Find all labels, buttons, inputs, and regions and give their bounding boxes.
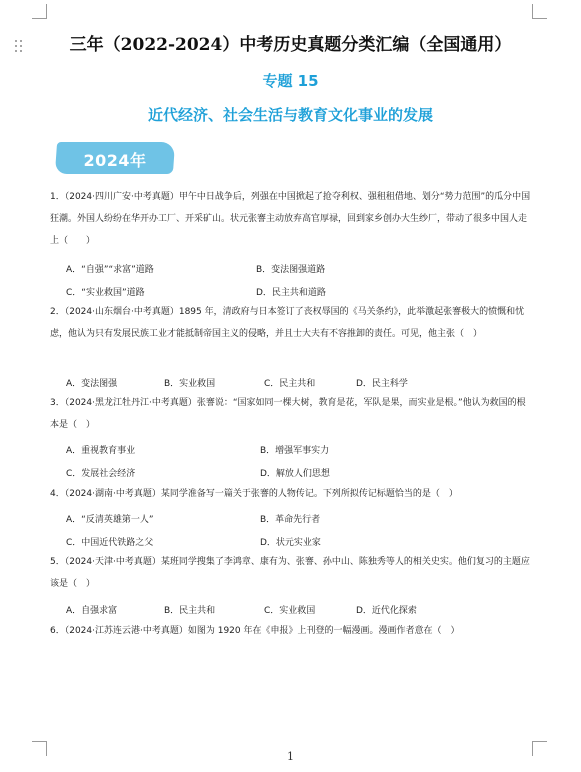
question-2-option-d: D．民主科学 [356, 379, 408, 389]
year-badge-label: 2024年 [83, 151, 147, 170]
question-3-option-c: C．发展社会经济 [66, 469, 136, 479]
question-5-option-b: B．民主共和 [164, 606, 216, 616]
page-number: 1 [287, 750, 294, 763]
question-5-stem: 5．（2024·天津·中考真题）某班同学搜集了李鸿章、康有为、张謇、孙中山、陈独秀等人的相关史实。他们复习的主题应该是（ ） [50, 557, 530, 589]
question-3-option-a: A．重视教育事业 [66, 446, 136, 456]
question-5-option-c: C．实业救国 [264, 606, 316, 616]
question-4-option-c: C．中国近代铁路之父 [66, 538, 154, 548]
question-5-option-d: D．近代化探索 [356, 606, 417, 616]
document-title: 三年（2022-2024）中考历史真题分类汇编（全国通用） [69, 35, 512, 55]
question-4-option-d: D．状元实业家 [260, 538, 321, 548]
question-1-option-b: B．变法图强道路 [256, 265, 326, 275]
question-4-option-b: B．革命先行者 [260, 515, 321, 525]
question-4-stem: 4．（2024·湖南·中考真题）某同学准备写一篇关于张謇的人物传记。下列所拟传记标题恰当的是（ ） [50, 489, 458, 499]
question-1-stem: 1．（2024·四川广安·中考真题）甲午中日战争后，列强在中国掀起了抢夺利权、强租租借地、划分“势力范围”的瓜分中国狂潮。外国人纷纷在华开办工厂、开采矿山。状元张謇主动放弃高官厚禄，回到家乡创办大生纱厂，带动了很多中国人走上（ ） [50, 192, 531, 246]
crop-mark-top-left [32, 4, 47, 19]
year-badge [56, 142, 174, 174]
question-1-option-a: A．“自强”“求富”道路 [66, 265, 154, 275]
question-3-option-b: B．增强军事实力 [260, 446, 330, 456]
question-3-option-d: D．解放人们思想 [260, 469, 330, 479]
question-1-option-d: D．民主共和道路 [256, 288, 326, 298]
question-2-option-b: B．实业救国 [164, 379, 216, 389]
question-2-option-c: C．民主共和 [264, 379, 316, 389]
topic-subtitle: 近代经济、社会生活与教育文化事业的发展 [147, 106, 433, 124]
question-5-option-a: A．自强求富 [66, 606, 118, 616]
question-3-stem: 3．（2024·黑龙江牡丹江·中考真题）张謇说：“国家如同一棵大树，教育是花，军队是果，而实业是根。”他认为救国的根本是（ ） [50, 398, 526, 430]
question-6-stem: 6．（2024·江苏连云港·中考真题）如图为 1920 年在《申报》上刊登的一幅漫画。漫画作者意在（ ） [50, 626, 460, 636]
question-2-option-a: A．变法图强 [66, 379, 118, 389]
question-2-stem: 2．（2024·山东烟台·中考真题）1895 年，清政府与日本签订了丧权辱国的《马关条约》，此举激起张謇极大的愤慨和忧虑，他认为只有发展民族工业才能抵制帝国主义的侵略，并且士大夫有不容推卸的责任。可见，他主张（ ） [50, 307, 525, 339]
question-4-option-a: A．“反清英雄第一人” [66, 515, 154, 525]
crop-mark-top-right [532, 4, 547, 19]
question-1-option-c: C．“实业救国”道路 [66, 288, 145, 298]
topic-number: 专题 15 [262, 72, 319, 90]
